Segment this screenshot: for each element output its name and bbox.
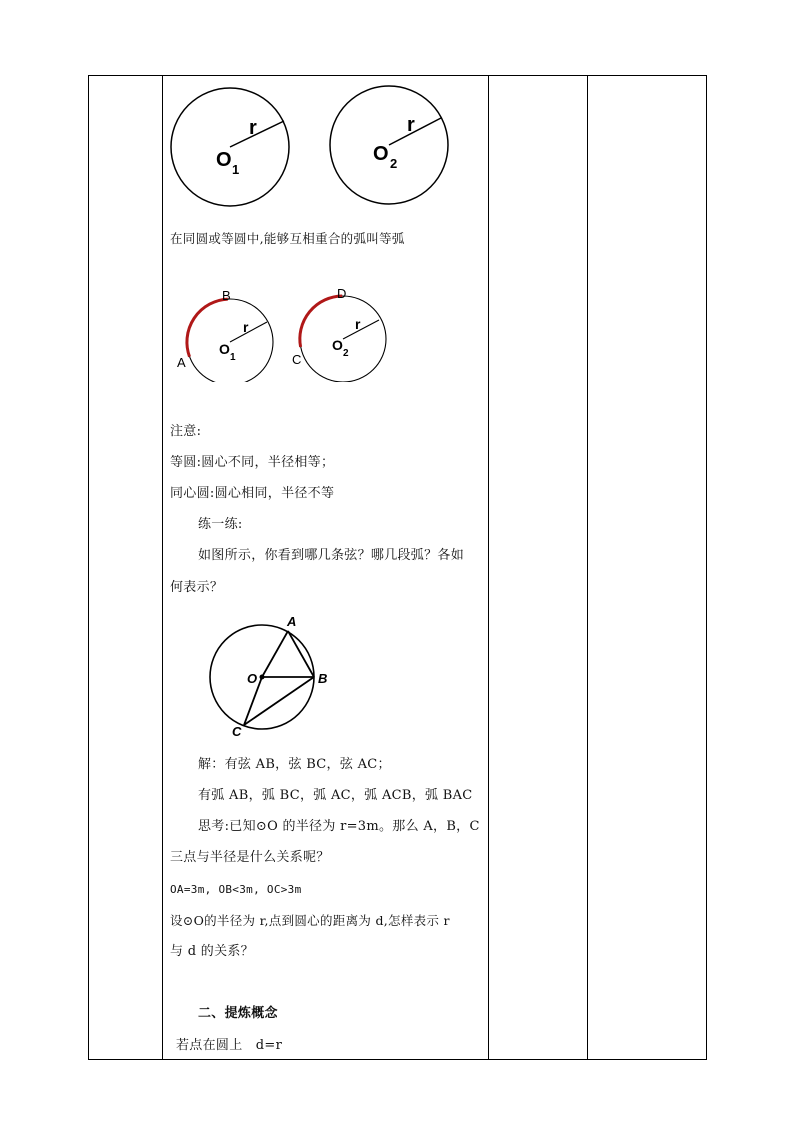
center-label-o2: O <box>373 143 389 165</box>
table-border-bottom <box>88 1059 707 1060</box>
radius-label-o1-small: r <box>243 319 249 335</box>
radius-line-o1-small <box>230 322 267 342</box>
point-on-circle-rule: 若点在圆上 d=r <box>176 1038 283 1053</box>
center-subscript-o1-small: 1 <box>230 352 236 363</box>
think-line2: 三点与半径是什么关系呢？ <box>170 850 330 865</box>
solution-chords: 解：有弦 AB，弦 BC，弦 AC； <box>198 757 391 772</box>
arc-endpoint-d: D <box>337 286 347 301</box>
practice-heading: 练一练: <box>198 517 243 532</box>
practice-question-line1: 如图所示，你看到哪几条弦？哪几段弧？各如 <box>198 548 465 563</box>
radius-line-o2-small <box>343 320 379 339</box>
section2-heading: 二、提炼概念 <box>198 1006 278 1021</box>
center-label-o1: O <box>216 149 232 171</box>
center-subscript-o1: 1 <box>232 162 240 177</box>
arc-endpoint-a: A <box>177 355 186 370</box>
center-label-o1-small: O <box>219 341 230 357</box>
table-column-divider-2 <box>488 75 489 1060</box>
point-label-c: C <box>232 724 242 739</box>
table-column-divider-3 <box>587 75 588 1060</box>
relation-question-line1: 设⊙O的半径为 r,点到圆心的距离为 d,怎样表示 r <box>170 913 450 928</box>
equal-arcs-figure <box>172 282 402 382</box>
table-border-right <box>706 75 707 1060</box>
equal-circle-note: 等圆:圆心不同，半径相等； <box>170 455 335 470</box>
center-point-o <box>260 675 265 680</box>
solution-arcs: 有弧 AB，弧 BC，弧 AC，弧 ACB，弧 BAC <box>198 788 473 803</box>
distance-relation: OA=3m, OB<3m, OC>3m <box>170 883 302 896</box>
center-label-o2-small: O <box>332 337 343 353</box>
arc-endpoint-c: C <box>292 352 302 367</box>
point-label-o: O <box>247 671 258 686</box>
relation-question-line2: 与 d 的关系？ <box>170 944 254 959</box>
chord-ab <box>288 631 314 677</box>
notes-heading: 注意: <box>170 424 202 439</box>
radius-oa <box>262 631 288 677</box>
concentric-circle-note: 同心圆:圆心相同，半径不等 <box>170 486 335 501</box>
chords-figure <box>200 612 340 742</box>
arc-endpoint-b: B <box>222 288 231 303</box>
radius-label-o2: r <box>407 114 415 136</box>
radius-label-o1: r <box>249 117 257 139</box>
table-border-top <box>88 75 707 76</box>
table-column-divider-1 <box>162 75 163 1060</box>
equal-circles-figure <box>165 85 465 210</box>
center-subscript-o2-small: 2 <box>343 348 349 359</box>
table-border-left <box>88 75 89 1060</box>
radius-line-o1 <box>230 121 284 147</box>
practice-question-line2: 何表示？ <box>170 580 224 595</box>
point-label-a: A <box>287 614 297 629</box>
radius-label-o2-small: r <box>355 316 361 332</box>
equal-arc-definition: 在同圆或等圆中,能够互相重合的弧叫等弧 <box>170 231 405 246</box>
center-subscript-o2: 2 <box>390 156 398 171</box>
radius-line-o2 <box>389 118 441 145</box>
think-line1: 思考:已知⊙O 的半径为 r=3m。那么 A，B，C <box>198 819 480 834</box>
point-label-b: B <box>318 671 328 686</box>
